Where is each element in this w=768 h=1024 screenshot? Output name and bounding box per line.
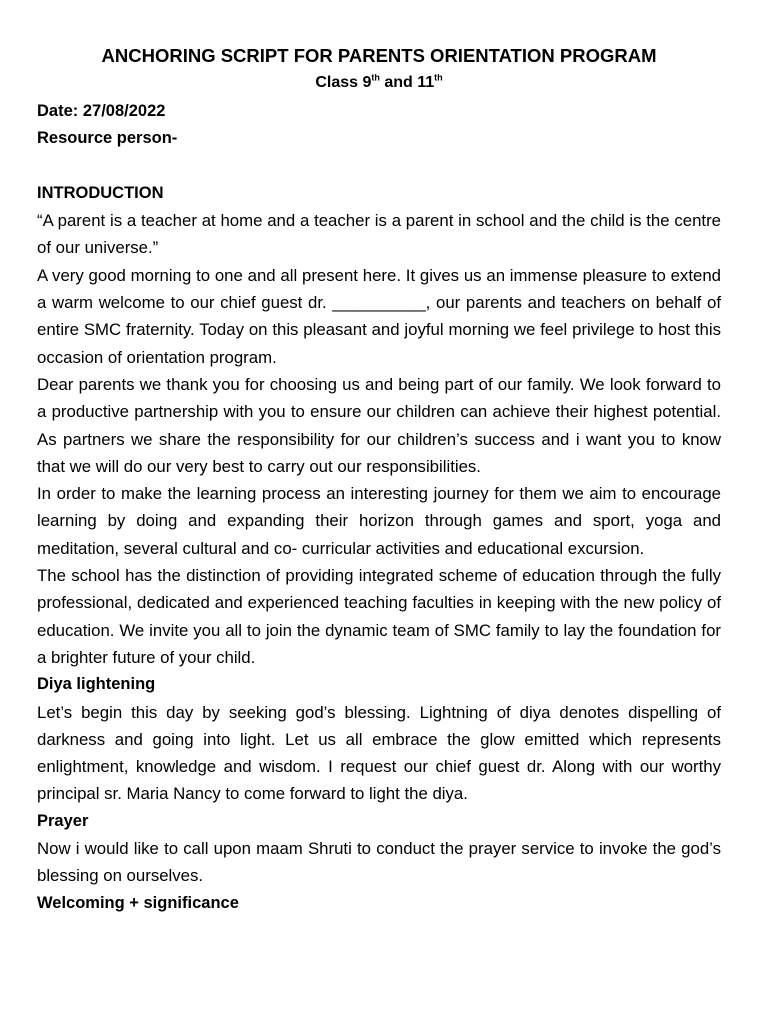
subtitle-sup-first: th xyxy=(371,72,380,83)
subtitle-prefix: Class 9 xyxy=(315,74,372,91)
prayer-paragraph: Now i would like to call upon maam Shruti to conduct the prayer service to invoke the god’s blessing on ourselves. xyxy=(37,839,721,886)
subtitle-middle: and 11 xyxy=(379,74,435,91)
document-page xyxy=(37,42,721,917)
date-line: Date: 27/08/2022 xyxy=(37,102,166,120)
intro-school-paragraph: The school has the distinction of providing integrated scheme of education through the fully professional, dedicated and experienced teaching faculties in keeping with the new policy of education. We invite you all to join the dynamic team of SMC family to lay the foundation for a brighter future of your child. xyxy=(37,566,721,667)
intro-learning-paragraph: In order to make the learning process an interesting journey for them we aim to encourage learning by doing and expanding their horizon through games and sport, yoga and meditation, several cultural and co- curricular activities and educational excursion. xyxy=(37,484,721,558)
document-title: ANCHORING SCRIPT FOR PARENTS ORIENTATION PROGRAM xyxy=(101,45,657,66)
document-subtitle xyxy=(37,70,721,96)
blank-line xyxy=(37,153,721,180)
section-heading-diya-lightening: Diya lightening xyxy=(37,675,156,694)
diya-paragraph: Let’s begin this day by seeking god’s blessing. Lightning of diya denotes dispelling of darkness and going into light. Let us all embrace the glow emitted which represents enlightment, knowledge and wisdom. I request our chief guest dr. Along with our worthy principal sr. Maria Nancy to come forward to light the diya. xyxy=(37,702,721,804)
section-heading-welcoming: Welcoming + significance xyxy=(37,893,239,912)
section-heading-introduction: INTRODUCTION xyxy=(37,183,164,202)
intro-welcome-paragraph: A very good morning to one and all present here. It gives us an immense pleasure to extend a warm welcome to our chief guest dr. __________, our parents and teachers on behalf of entire SMC fraternity. Today on this pleasant and joyful morning we feel privilege to host this occasion of orientation program. xyxy=(37,265,721,367)
resource-person-line: Resource person- xyxy=(37,129,178,148)
subtitle-sup-second: th xyxy=(434,72,443,83)
intro-quote-paragraph: “A parent is a teacher at home and a teacher is a parent in school and the child is the centre of our universe.” xyxy=(37,211,721,258)
section-heading-prayer: Prayer xyxy=(37,811,89,830)
intro-parents-paragraph: Dear parents we thank you for choosing us and being part of our family. We look forward to a productive partnership with you to ensure our children can achieve their highest potential. As partners we share the responsibility for our children’s success and i want you to know that we will do our very best to carry out our responsibilities. xyxy=(37,374,721,476)
